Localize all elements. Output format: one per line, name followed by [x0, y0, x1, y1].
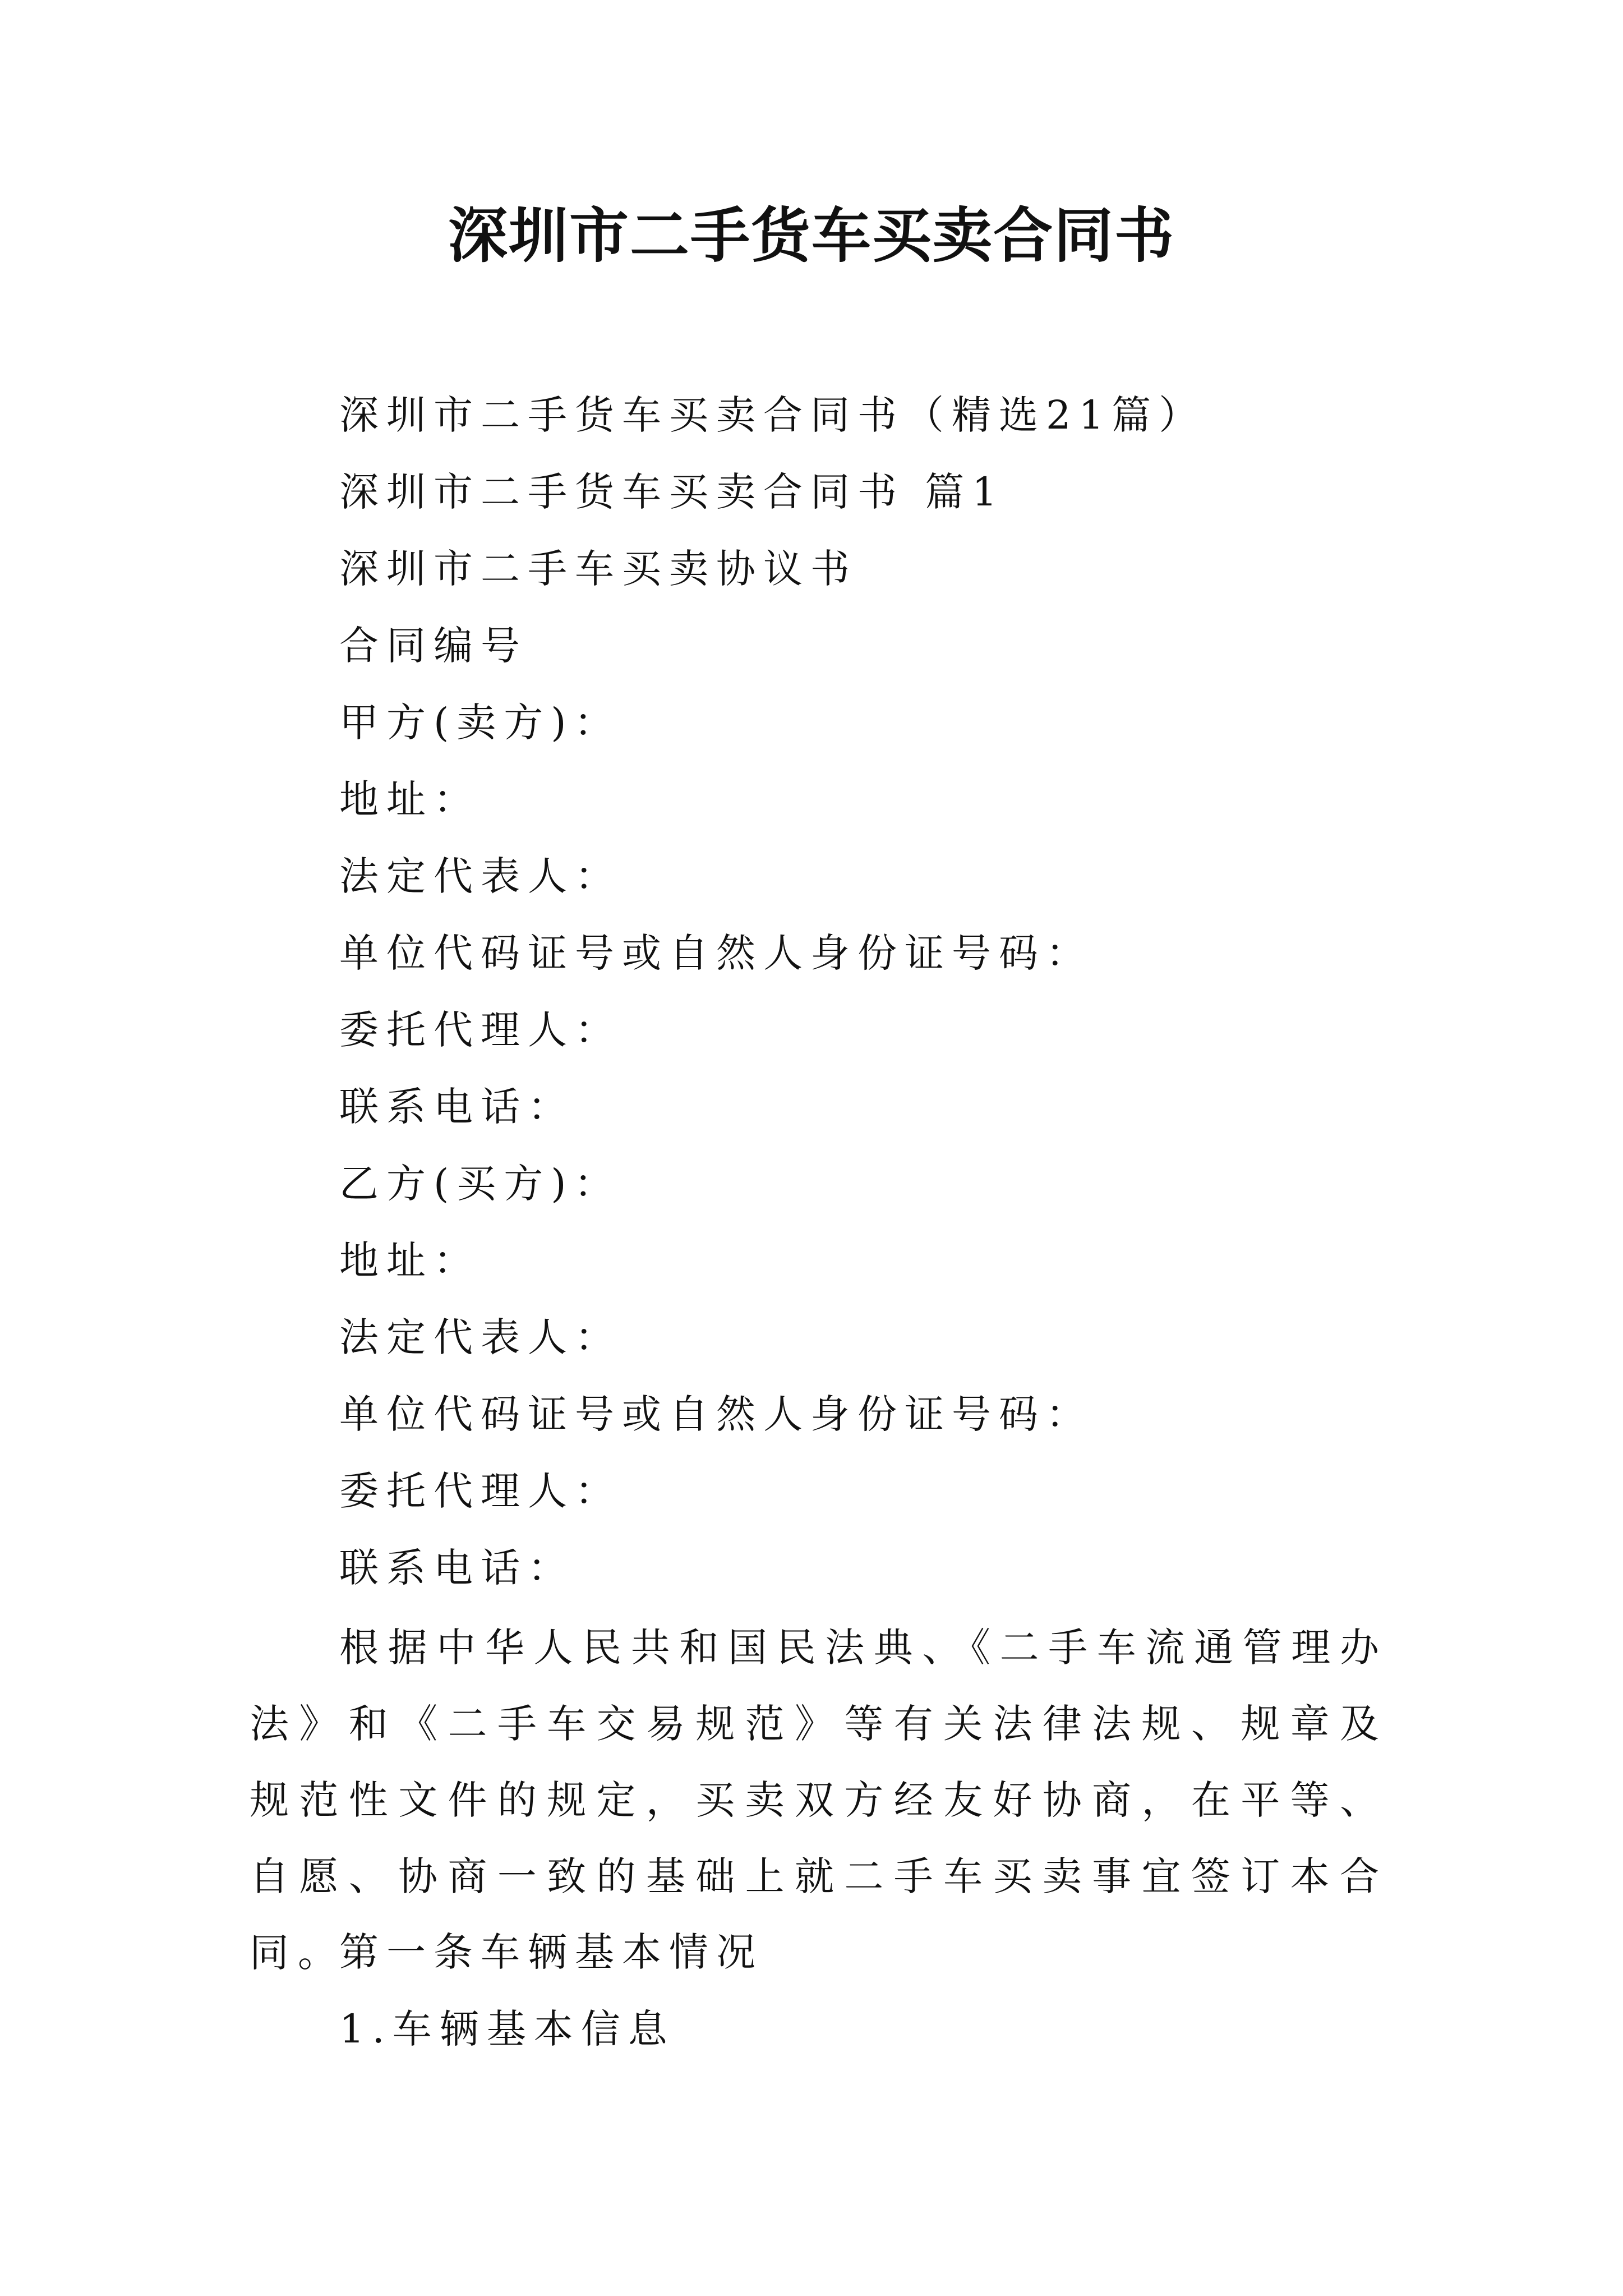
collection-title: 深圳市二手货车买卖合同书（精选21篇） — [339, 392, 1206, 438]
preamble-paragraph: 根据中华人民共和国民法典、《二手车流通管理办法》和《二手车交易规范》等有关法律法规、规章及规范性文件的规定，买卖双方经友好协商，在平等、自愿、协商一致的基础上就二手车买卖事宜签订本合同。 — [250, 1625, 1388, 1976]
party-b-address-label: 地址： — [339, 1237, 481, 1283]
sub-heading: 1.车辆基本信息 — [339, 2006, 675, 2052]
party-a-legal-rep-label: 法定代表人： — [339, 853, 622, 899]
contract-number-label: 合同编号 — [339, 623, 528, 669]
section-heading: 第一条车辆基本情况 — [339, 1929, 763, 1975]
party-a-agent-label: 委托代理人： — [339, 1007, 622, 1053]
party-b-legal-rep-label: 法定代表人： — [339, 1314, 622, 1360]
party-a-label: 甲方(卖方)： — [339, 700, 621, 746]
party-a-id-label: 单位代码证号或自然人身份证号码： — [339, 930, 1093, 976]
party-b-id-label: 单位代码证号或自然人身份证号码： — [339, 1391, 1093, 1437]
party-a-phone-label: 联系电话： — [339, 1084, 575, 1130]
agreement-title: 深圳市二手车买卖协议书 — [339, 546, 857, 592]
party-b-label: 乙方(买方)： — [339, 1161, 621, 1207]
article-title: 深圳市二手货车买卖合同书 篇1 — [339, 469, 1005, 515]
document-title: 深圳市二手货车买卖合同书 — [448, 200, 1175, 270]
party-b-agent-label: 委托代理人： — [339, 1468, 622, 1514]
party-b-phone-label: 联系电话： — [339, 1545, 575, 1591]
party-a-address-label: 地址： — [339, 776, 481, 822]
